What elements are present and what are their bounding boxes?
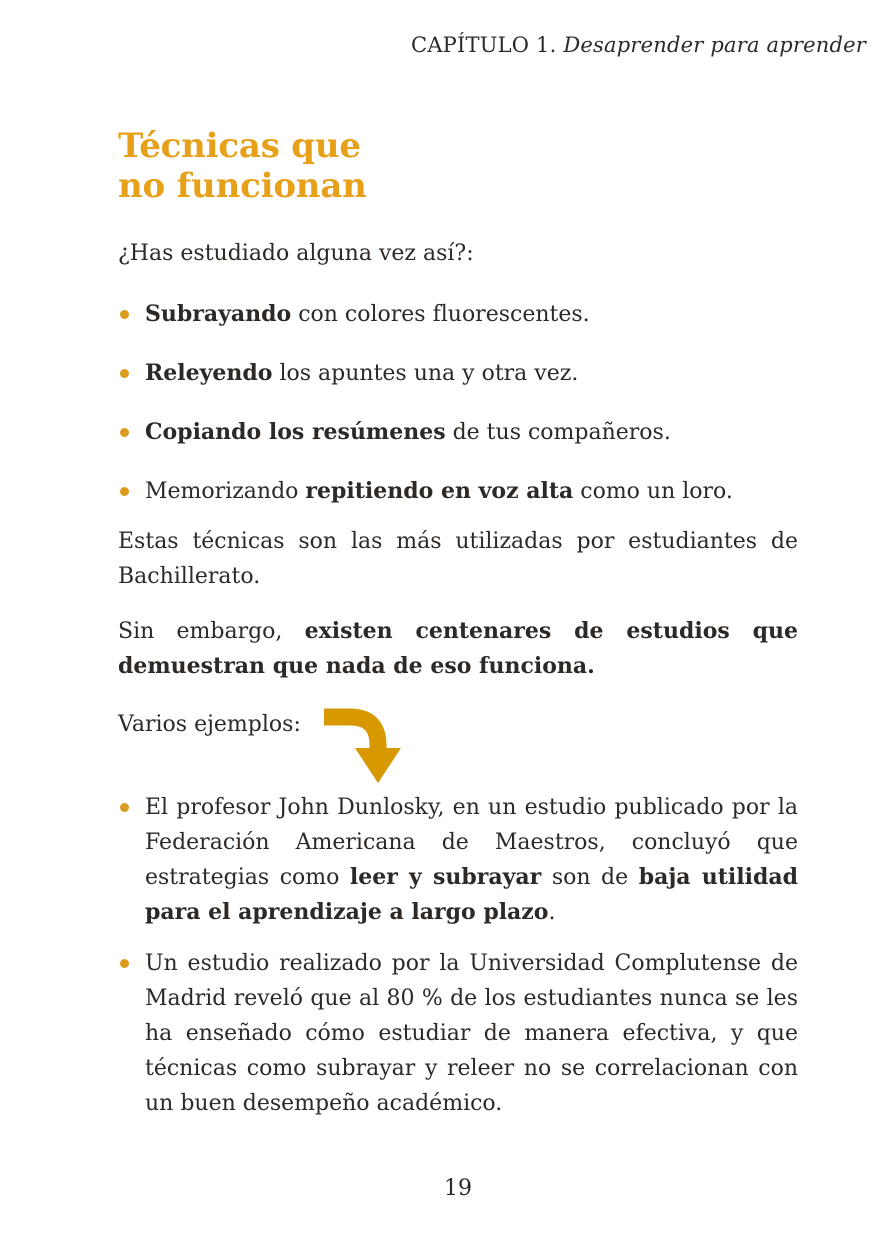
list-item-text: Releyendo los apuntes una y otra vez. [145,360,579,386]
intro-question: ¿Has estudiado alguna vez así?: [118,241,474,266]
list-item-text: Memorizando repitiendo en voz alta como un loro. [145,478,733,504]
bullet-dot-icon [120,959,129,968]
examples-list [118,790,798,1121]
list-item-text: Un estudio realizado por la Universidad Complutense de Madrid reveló que al 80 % de los estudiantes nunca se les ha enseñado cómo estudiar de manera efectiva, y que técnicas como subrayar y releer no se correlacionan con un buen desempeño académico. [145,951,798,1116]
list-item [118,790,798,930]
page-number: 19 [444,1176,472,1201]
list-item-text: El profesor John Dunlosky, en un estudio publicado por la Federación Americana de Maestros, concluyó que estrategias como leer y subrayar son de baja utilidad para el aprendizaje a largo plazo. [145,795,798,925]
chapter-title: Desaprender para aprender [563,33,866,57]
curved-down-arrow-icon [322,704,406,786]
techniques-list [118,297,798,509]
paragraph-usage: Estas técnicas son las más utilizadas por estudiantes de Bachillerato. [118,529,798,589]
bullet-dot-icon [120,803,129,812]
bullet-dot-icon [120,428,129,437]
bullet-dot-icon [120,310,129,319]
page-title-line2: no funcionan [118,166,367,206]
bullet-dot-icon [120,487,129,496]
examples-row [118,707,798,790]
list-item [118,415,798,450]
page-content [118,0,798,1121]
chapter-label: CAPÍTULO 1. [411,33,564,57]
list-item [118,297,798,332]
list-item-text: Subrayando con colores fluorescentes. [145,301,590,327]
examples-label: Varios ejemplos: [118,712,301,737]
list-item-text: Copiando los resúmenes de tus compañeros. [145,419,671,445]
paragraph-evidence: Sin embargo, existen centenares de estudios que demuestran que nada de eso funciona. [118,618,799,679]
bullet-dot-icon [120,369,129,378]
list-item [118,474,798,509]
page-title-line1: Técnicas que [118,126,361,166]
page-title [118,126,798,206]
list-item [118,356,798,391]
list-item [118,946,798,1121]
